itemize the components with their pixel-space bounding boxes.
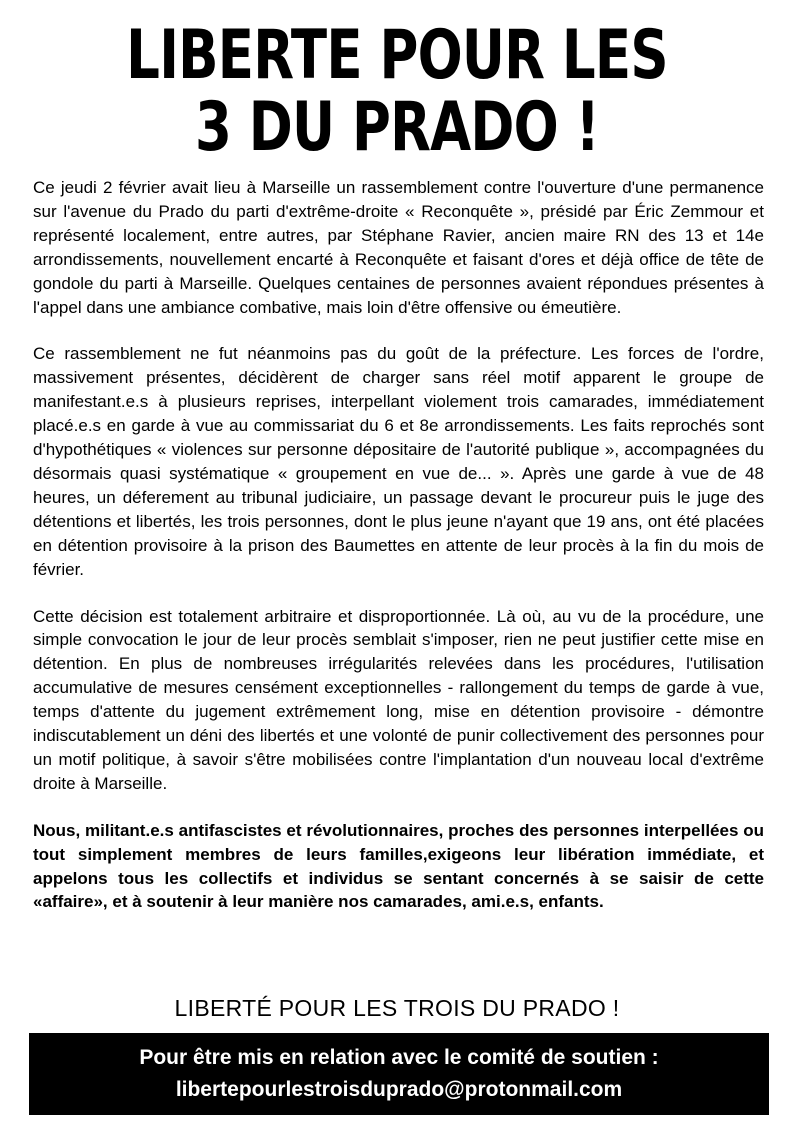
paragraph-2: Ce rassemblement ne fut néanmoins pas du goût de la préfecture. Les forces de l'ordre, massivement présentes, décidèrent de charger sans réel motif apparent le groupe de manifestant.e.s à plusieurs reprises, interpellant violement trois camarades, immédiatement placé.e.s en garde à vue au commissariat du 6 et 8e arrondissements. Les faits reprochés sont d'hypothétiques « violences sur personne dépositaire de l'autorité publique », accompagnées du désormais quasi systématique « groupement en vue de... ». Après une garde à vue de 48 heures, un déferement au tribunal judiciaire, un passage devant le procureur puis le juge des détentions et libertés, les trois personnes, dont le plus jeune n'ayant que 19 ans, ont été placées en détention provisoire à la prison des Baumettes en attente de leur procès à la fin du mois de février. (33, 344, 764, 579)
paragraph-3: Cette décision est totalement arbitraire et disproportionnée. Là où, au vu de la procédure, une simple convocation le jour de leur procès semblait s'imposer, rien ne peut justifier cette mise en détention. En plus de nombreuses irrégularités relevées dans les procédures, l'utilisation accumulative de mesures censément exceptionnelles - rallongement du temps de garde à vue, temps d'attente du jugement extrêmement long, mise en détention provisoire - démontre indiscutablement un déni des libertés et une volonté de punir collectivement des personnes pour un motif politique, à savoir s'être mobilisées contre l'implantation d'un nouveau local d'extrême droite à Marseille. (33, 606, 764, 793)
contact-box (29, 1033, 769, 1115)
article-body (33, 176, 764, 937)
page-title (87, 16, 706, 167)
footer-slogan: LIBERTÉ POUR LES TROIS DU PRADO ! (174, 995, 620, 1021)
contact-email[interactable]: libertepourlestroisduprado@protonmail.com (175, 1078, 623, 1101)
contact-intro: Pour être mis en relation avec le comité de soutien : (139, 1046, 659, 1069)
paragraph-4-call-to-action: Nous, militant.e.s antifascistes et révolutionnaires, proches des personnes interpellées ou tout simplement membres de leurs familles,exigeons leur libération immédiate, et appelons tous les collectifs et individus se sentant concernés à se saisir de cette «affaire», et à soutenir à leur manière nos camarades, ami.e.s, enfants. (33, 820, 764, 912)
paragraph-1: Ce jeudi 2 février avait lieu à Marseille un rassemblement contre l'ouverture d'une permanence sur l'avenue du Prado du parti d'extrême-droite « Reconquête », présidé par Éric Zemmour et représenté localement, entre autres, par Stéphane Ravier, ancien maire RN des 13 et 14e arrondissements, nouvellement encarté à Reconquête et faisant d'ores et déjà office de tête de gondole du parti à Marseille. Quelques centaines de personnes avaient répondues présentes à l'appel dans une ambiance combative, mais loin d'être offensive ou émeutière. (33, 178, 764, 317)
title-line-2: 3 DU PRADO ! (194, 88, 600, 167)
title-line-1: LIBERTE POUR LES (126, 16, 668, 95)
